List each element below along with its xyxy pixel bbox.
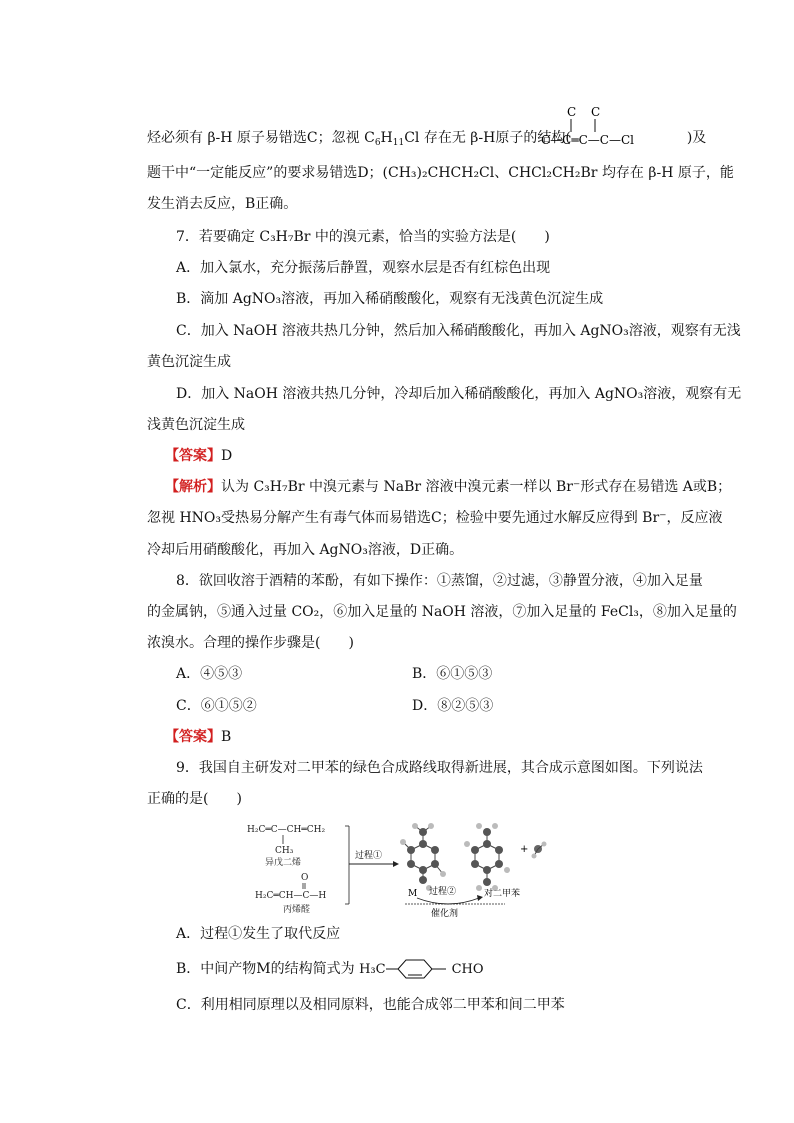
q7-answer (165, 446, 232, 466)
process-1-label: 过程① (355, 851, 383, 861)
plus-sign: + (520, 844, 529, 855)
p-xylene-model (475, 832, 499, 882)
q7-option-c-line2: 黄色沉淀生成 (147, 354, 231, 370)
intermediate-m-label: M (408, 889, 418, 899)
q9-option-b (176, 958, 484, 980)
p1-text-d: )及 (686, 130, 707, 146)
acrolein-name: 丙烯醛 (283, 905, 311, 915)
q7-option-c-line1: C．加入 NaOH 溶液共热几分钟，然后加入稀硝酸酸化，再加入 AgNO₃溶液，观察有无浅 (176, 323, 741, 339)
answer-label: 【答案】 (165, 448, 221, 464)
catalyst-label: 催化剂 (431, 909, 459, 919)
m-structure-left: H₃C (359, 962, 386, 977)
p1-text-a: 烃必须有 β-H 原子易错选C；忽视 C (147, 130, 375, 146)
q8-option-c: C．⑥①⑤② (176, 698, 257, 714)
q9-stem-line1: 9．我国自主研发对二甲苯的绿色合成路线取得新进展，其合成示意图如图。下列说法 (176, 760, 703, 776)
isoprene-formula: H₂C═C—CH═CH₂ (247, 825, 326, 835)
answer-value: B (221, 729, 232, 745)
structure-svg (533, 103, 657, 157)
q7-analysis-line2: 忽视 HNO₃受热易分解产生有毒气体而易错选C；检验中要先通过水解反应得到 Br⁻，反应液 (147, 510, 723, 526)
acrolein-oxygen: O (301, 873, 309, 883)
p1-line2: 题干中“一定能反应”的要求易错选D；(CH₃)₂CHCH₂Cl、CHCl₂CH₂Br 均存在 β-H 原子，能 (147, 165, 734, 181)
p1-sub1: 6 (374, 138, 381, 148)
p-xylene-atoms (464, 823, 510, 891)
q8-stem-line1: 8．欲回收溶于酒精的苯酚，有如下操作：①蒸馏，②过滤，③静置分液，④加入足量 (176, 573, 703, 589)
q8-option-a: A．④⑤③ (176, 666, 243, 682)
q9-option-b-prefix: B．中间产物M的结构简式为 (176, 961, 355, 977)
p1-text-c: Cl 存在无 β-H原子的结构( (404, 130, 571, 146)
struct-top-c1: C (567, 105, 577, 119)
isoprene-name: 异戊二烯 (265, 858, 302, 868)
p1-line3: 发生消去反应，B正确。 (147, 196, 298, 212)
process-2-label: 过程② (429, 887, 457, 897)
q7-analysis-line3: 冷却后用硝酸酸化，再加入 AgNO₃溶液，D正确。 (147, 542, 464, 558)
cyclohexene-ring (386, 958, 452, 980)
q7-option-d-line2: 浅黄色沉淀生成 (147, 417, 245, 433)
struct-top-c2: C (591, 105, 601, 119)
synthesis-svg (243, 818, 561, 922)
q8-option-d: D．⑧②⑤③ (412, 698, 494, 714)
q9-option-a: A．过程①发生了取代反应 (176, 926, 341, 942)
q7-option-d-line1: D．加入 NaOH 溶液共热几分钟，冷却后加入稀硝酸酸化，再加入 AgNO₃溶液，观察有无 (176, 386, 742, 402)
p-xylene-label: 对二甲苯 (484, 889, 521, 899)
analysis-text: 认为 C₃H₇Br 中溴元素与 NaBr 溶液中溴元素一样以 Br⁻形式存在易错选 A或B； (221, 479, 732, 495)
acrolein-formula: H₂C═CH—C—H (255, 891, 327, 901)
q9-option-c: C．利用相同原理以及相同原料，也能合成邻二甲苯和间二甲苯 (176, 997, 565, 1013)
q9-stem-line2: 正确的是( ) (147, 791, 242, 807)
p1-sub2: 11 (392, 138, 405, 148)
q7-analysis-line1 (165, 477, 731, 497)
answer-label: 【答案】 (165, 729, 221, 745)
molecule-m-atoms (400, 823, 446, 891)
struct-main-chain: C—C═C—C—Cl (541, 133, 634, 147)
q7-option-a: A．加入氯水，充分振荡后静置，观察水层是否有红棕色出现 (176, 260, 551, 276)
water-molecule-model (532, 842, 547, 859)
answer-value: D (221, 448, 233, 464)
isoprene-methyl: CH₃ (275, 846, 294, 856)
q8-option-b: B．⑥①⑤③ (412, 666, 493, 682)
m-structure-right: CHO (451, 962, 484, 977)
synthesis-diagram (243, 818, 561, 922)
q8-stem-line2: 的金属钠，⑤通入过量 CO₂，⑥加入足量的 NaOH 溶液，⑦加入足量的 FeCl₃，⑧加入足量的 (147, 604, 737, 620)
q7-option-b: B．滴加 AgNO₃溶液，再加入稀硝酸酸化，观察有无浅黄色沉淀生成 (176, 291, 604, 307)
p1-text-b: H (380, 130, 393, 146)
analysis-label: 【解析】 (165, 479, 221, 495)
q8-answer (165, 727, 231, 747)
q8-stem-line3: 浓溴水。合理的操作步骤是( ) (147, 635, 354, 651)
chlorinated-alkene-structure (533, 103, 657, 157)
q7-stem: 7．若要确定 C₃H₇Br 中的溴元素，恰当的实验方法是( ) (176, 229, 550, 245)
